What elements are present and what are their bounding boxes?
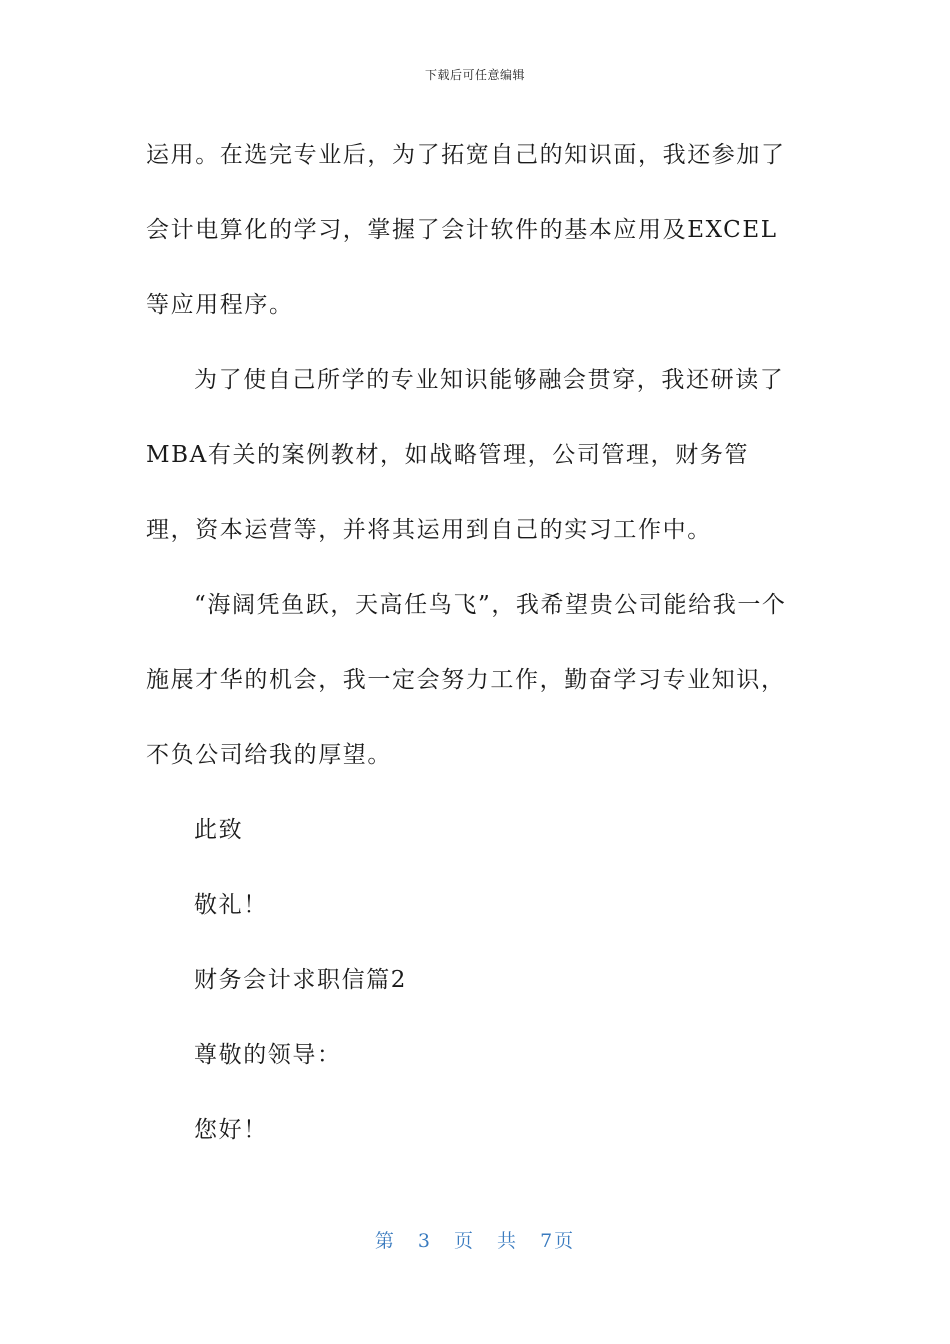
paragraph-study: 为了使自己所学的专业知识能够融会贯穿，我还研读了MBA有关的案例教材，如战略管理，公司管理，财务管理，资本运营等，并将其运用到自己的实习工作中。: [146, 367, 785, 543]
closing-salutation: 此致: [194, 817, 244, 843]
paragraph-aspiration: “海阔凭鱼跃，天高任鸟飞”，我希望贵公司能给我一个施展才华的机会，我一定会努力工作，勤奋学习专业知识，不负公司给我的厚望。: [146, 592, 787, 768]
document-body: [146, 118, 796, 1168]
greeting-hello: 您好！: [194, 1117, 268, 1143]
page-number-footer: 第 3 页 共 7页: [374, 1230, 576, 1252]
paragraph-continuation: 运用。在选完专业后，为了拓宽自己的知识面，我还参加了会计电算化的学习，掌握了会计软件的基本应用及EXCEL等应用程序。: [146, 142, 786, 318]
page-header: 下载后可任意编辑: [424, 68, 525, 82]
closing-regards: 敬礼！: [194, 892, 268, 918]
greeting-addressee: 尊敬的领导：: [194, 1042, 342, 1068]
section-title: 财务会计求职信篇2: [194, 967, 408, 993]
